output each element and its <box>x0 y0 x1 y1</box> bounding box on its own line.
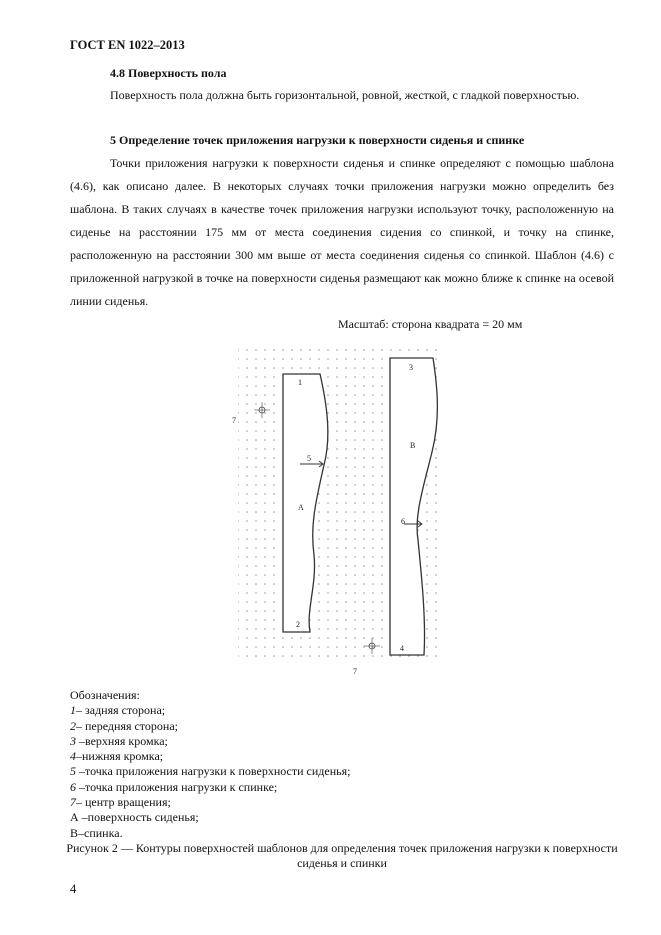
label-A: A <box>298 503 304 512</box>
label-2: 2 <box>296 620 300 629</box>
legend-item: 2– передняя сторона; <box>70 718 178 733</box>
label-7-bottom: 7 <box>353 667 357 676</box>
legend-item-a: А –поверхность сиденья; <box>70 810 199 825</box>
legend-item: 4–нижняя кромка; <box>70 749 164 764</box>
section-4-8-text: Поверхность пола должна быть горизонтальной, ровной, жесткой, с гладкой поверхностью. <box>110 88 580 102</box>
section-4-8-heading: 4.8 Поверхность пола <box>110 66 227 80</box>
legend <box>70 688 350 841</box>
scale-note: Масштаб: сторона квадрата = 20 мм <box>338 317 523 331</box>
section-5-text: Точки приложения нагрузки к поверхности сиденья и спинке определяют с помощью шаблона (4.6), как описано далее. В некоторых случаях точки приложения нагрузки можно определить без шаблона. В таких случаях в качестве точек приложения нагрузки используют точку, расположенную на сиденье на расстоянии 175 мм от места соединения сидения со спинкой, и точку на спинке, расположенную на расстоянии 300 мм выше от места соединения сиденья со спинкой. Шаблон (4.6) с приложенной нагрузкой в точке на поверхности сиденья размещают как можно ближе к спинке на осевой линии сиденья. <box>70 156 614 308</box>
label-B: B <box>410 441 416 450</box>
template-figure <box>228 340 448 676</box>
label-6: 6 <box>401 517 405 526</box>
label-5: 5 <box>307 454 311 463</box>
legend-item: 3 –верхняя кромка; <box>70 733 168 748</box>
label-7-left: 7 <box>232 416 236 425</box>
page-number: 4 <box>70 882 77 896</box>
label-1: 1 <box>298 378 302 387</box>
document-header: ГОСТ EN 1022–2013 <box>70 38 185 52</box>
legend-title: Обозначения: <box>70 688 140 702</box>
legend-item: 6 –точка приложения нагрузки к спинке; <box>70 779 278 794</box>
figure-caption: Рисунок 2 — Контуры поверхностей шаблонов для определения точек приложения нагрузки к поверхности сиденья и спинки <box>66 841 618 870</box>
legend-item: 5 –точка приложения нагрузки к поверхности сиденья; <box>70 764 351 779</box>
legend-item-b: В–спинка. <box>70 825 123 840</box>
legend-item: 1– задняя сторона; <box>70 703 166 718</box>
label-3: 3 <box>409 363 413 372</box>
legend-item: 7– центр вращения; <box>70 795 171 810</box>
label-4: 4 <box>400 644 404 653</box>
section-5-heading: 5 Определение точек приложения нагрузки к поверхности сиденья и спинке <box>110 133 525 147</box>
